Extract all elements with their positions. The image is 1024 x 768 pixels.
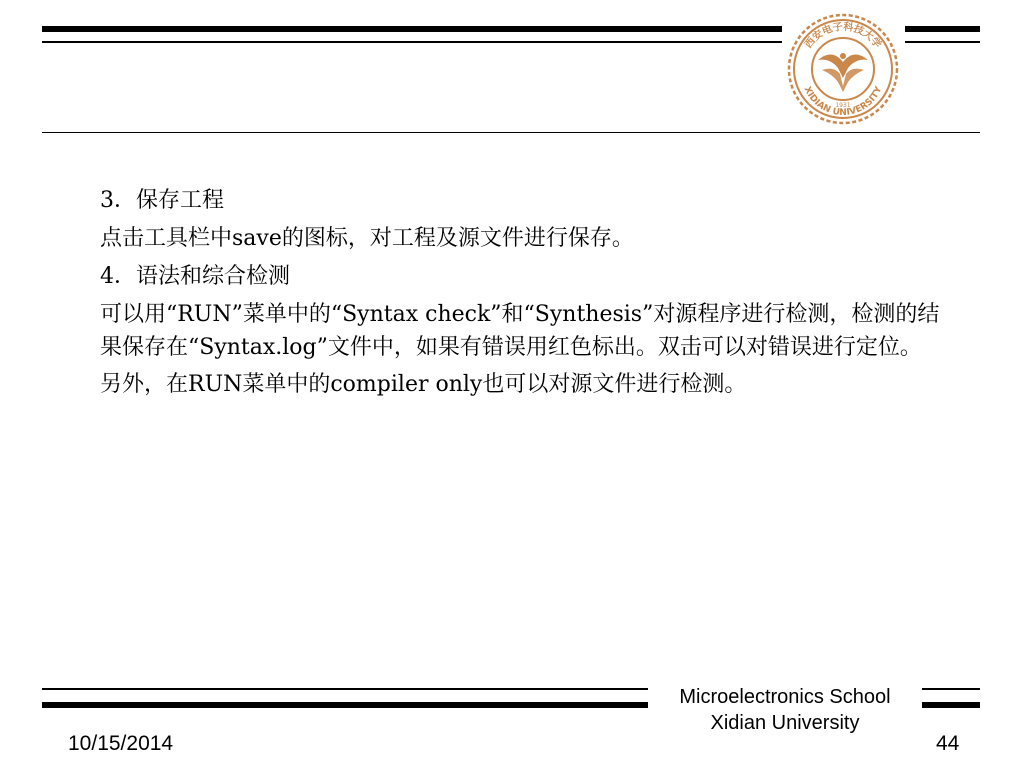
footer-rule-thick [42,702,648,708]
item-syntax-check-heading: 4．语法和综合检测 [100,264,290,289]
item-syntax-check-text: 可以用“RUN”菜单中的“Syntax check”和“Synthesis”对源程序进行检测，检测的结果保存在“Syntax.log”文件中，如果有错误用红色标出。双击可以对错误进行定位。 [100,302,940,360]
seal-year: 1931 [835,102,851,109]
page-number: 44 [936,732,960,755]
footer-school-name: Microelectronics School [679,686,891,708]
footer-rule-thick-right [922,702,980,708]
seal-ring-text: 西安电子科技大学 [803,21,883,51]
slide-content [100,184,960,406]
header-rule-thick-right [905,26,980,32]
header-rule-thin-right [905,41,980,43]
footer-school [648,684,922,736]
footer-rule-thin [42,688,648,690]
footer-date: 10/15/2014 [68,732,174,755]
footer-rule-thin-right [922,688,980,690]
university-seal-logo [782,8,904,130]
seal-english-text: XIDIAN UNIVERSITY [801,85,885,119]
eagle-emblem-icon [818,53,868,92]
header-bottom-rule [42,132,980,133]
footer-university-name: Xidian University [710,712,860,734]
item-compiler-only-text: 另外，在RUN菜单中的compiler only也可以对源文件进行检测。 [100,372,747,397]
header-rule-thick [42,26,782,32]
item-save-project-text: 点击工具栏中save的图标，对工程及源文件进行保存。 [100,226,634,251]
item-save-project-heading: 3．保存工程 [100,188,224,213]
header-rule-thin [42,41,782,43]
